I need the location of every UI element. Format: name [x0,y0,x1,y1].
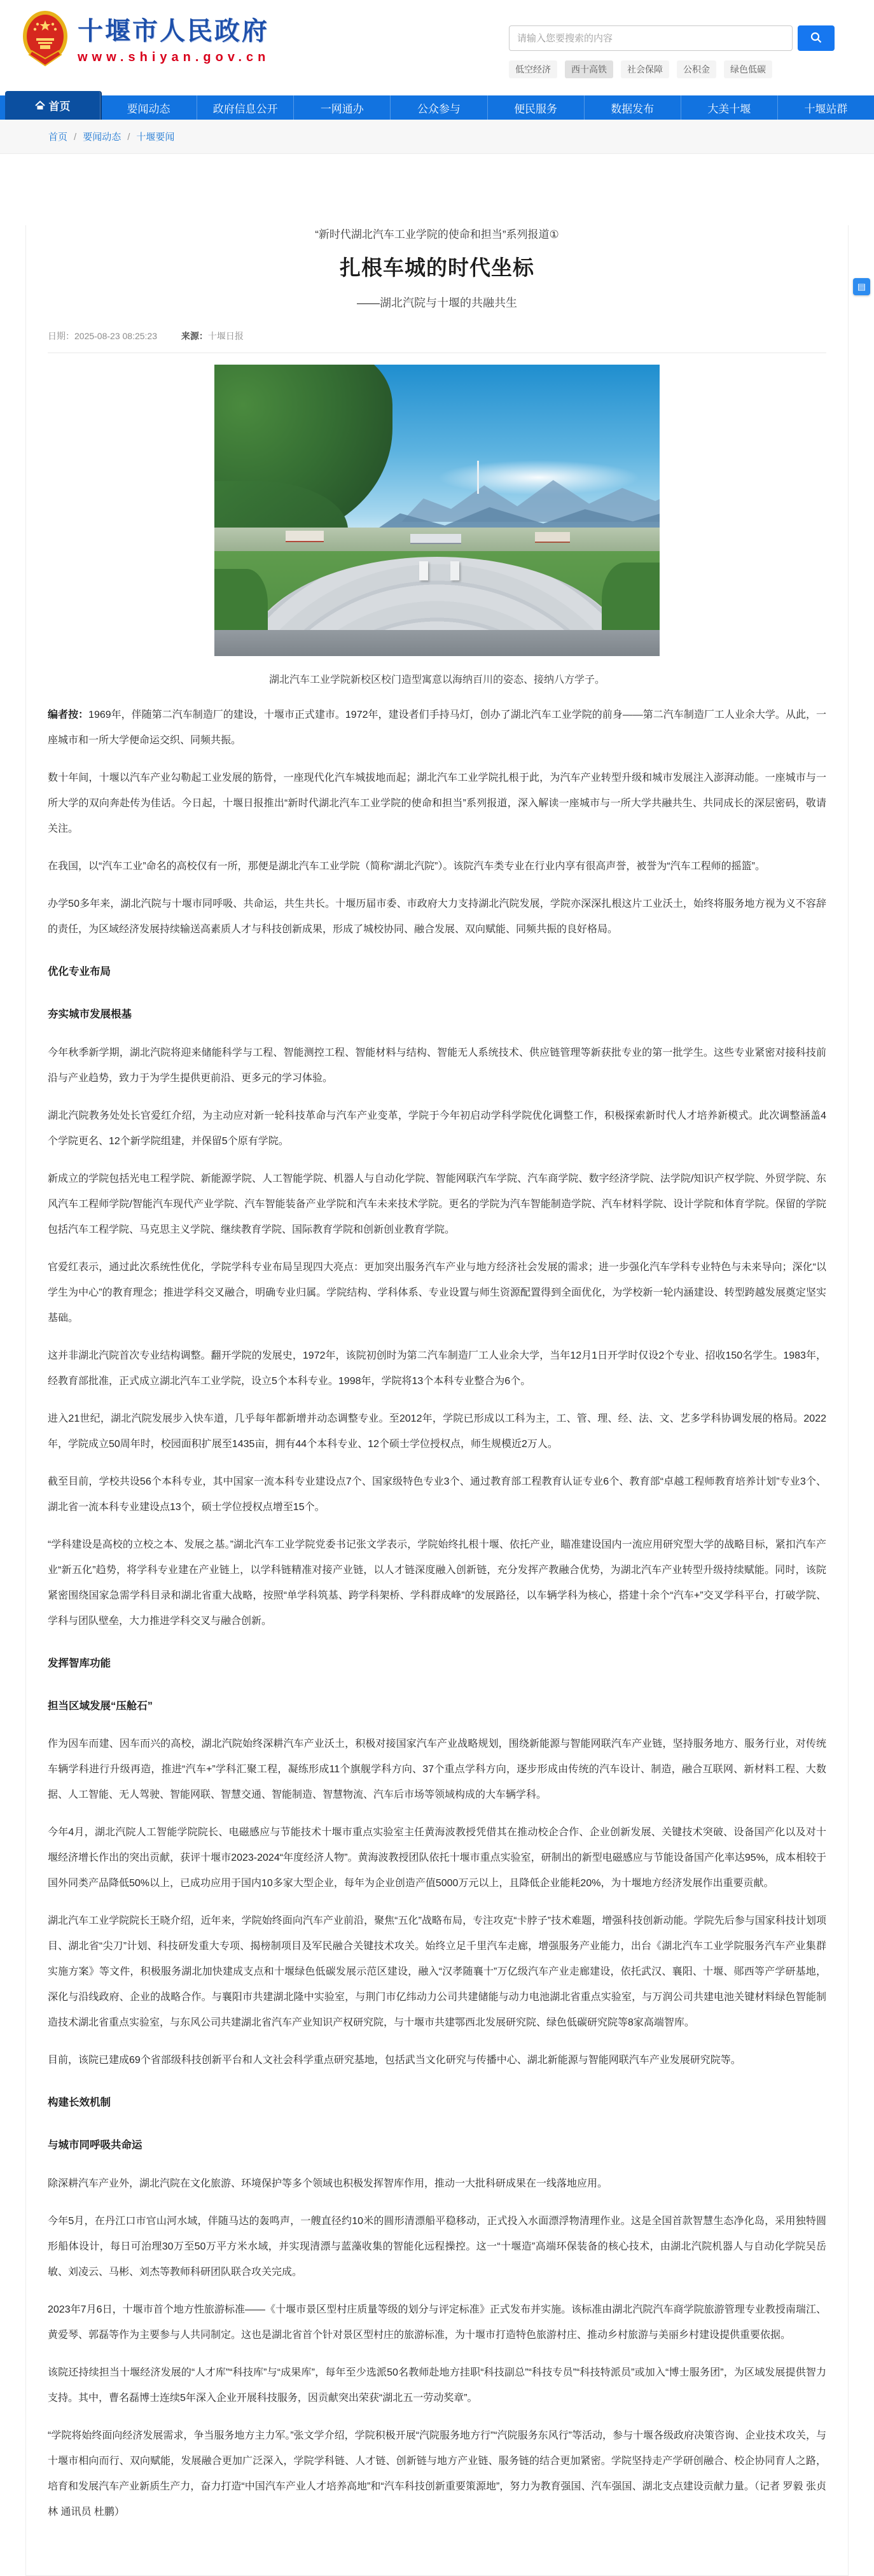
photo-caption: 湖北汽车工业学院新校区校门造型寓意以海纳百川的姿态、接纳八方学子。 [268,675,605,685]
photo-tower [477,461,479,494]
article-paragraph: 目前，该院已建成69个省部级科技创新平台和人文社会科学重点研究基地，包括武当文化研究与传播中心、湖北新能源与智能网联汽车产业发展研究院等。 [48,2055,741,2066]
breadcrumb-separator: / [74,132,77,143]
main-nav [0,95,874,120]
floating-panel-button[interactable] [853,278,870,295]
article-paragraph: 该院还持续担当十堰经济发展的“人才库”“科技库”与“成果库”，每年至少选派50名教师赴地方挂职“科技副总”“科技专员”“科技特派员”或加入“博士服务团”，为区域发展提供智力支持。其中，曹名磊博士连续5年深入企业开展科技服务，因贡献突出荣获“湖北五一劳动奖章”。 [48,2367,826,2404]
hot-word[interactable]: 西十高铁 [565,60,613,78]
site-url: www.shiyan.gov.cn [78,50,270,64]
search-area [509,10,835,78]
nav-item-label: 首页 [48,101,71,113]
nav-item-label: 政府信息公开 [212,102,278,115]
date-value: 2025-08-23 08:25:23 [74,331,157,341]
article-paragraph: 在我国，以“汽车工业”命名的高校仅有一所，那便是湖北汽车工业学院（简称“湖北汽院”）。该院汽车类专业在行业内享有很高声誉，被誉为“汽车工程师的摇篮”。 [48,861,765,872]
home-icon [35,101,45,110]
nav-item-label: 便民服务 [514,102,558,115]
site-title: 十堰市人民政府 [78,17,269,45]
breadcrumb [0,120,874,154]
photo-building [286,531,324,541]
article-paragraph: 湖北汽车工业学院院长王晓介绍，近年来，学院始终面向汽车产业前沿，聚焦“五化”战略布局，专注攻克“卡脖子”技术难题，增强科技创新动能。学院先后参与国家科技计划项目、湖北省“尖刀”计划、科技研发重大专项、揭榜制项目及军民融合关键技术攻关。始终立足千里汽车走廊，增强服务产业能力，出台《湖北汽车工业学院服务汽车产业集群实施方案》等文件，积极服务湖北加快建成支点和十堰绿色低碳发展示范区建设，融入“汉孝随襄十”万亿级汽车产业走廊建设，依托武汉、襄阳、十堰、郧西等产学研基地，深化与沿线政府、企业的战略合作。与襄阳市共建湖北隆中实验室，与荆门市亿纬动力公司共建储能与动力电池湖北省重点实验室，与万润公司共建电池关键材料绿色智能制造技术湖北省重点实验室，与东风公司共建湖北省汽车产业知识产权研究院，与十堰市共建鄂西北发展研究院、绿色低碳研究院等8家高端智库。 [48,1915,826,2028]
breadcrumb-item[interactable]: 要闻动态 [83,132,121,143]
article-paragraph: 截至目前，学校共设56个本科专业，其中国家一流本科专业建设点7个、国家级特色专业3个、通过教育部工程教育认证专业6个、教育部“卓越工程师教育培养计划”专业3个、湖北省一流本科专业建设点13个，硕士学位授权点增至15个。 [48,1476,826,1513]
article-paragraph: 官爱红表示，通过此次系统性优化，学院学科专业布局呈现四大亮点：更加突出服务汽车产业与地方经济社会发展的需求；进一步强化汽车学科专业特色与未来导向；深化“以学生为中心”的教育理念；推进学科交叉融合，明确专业归属。学院结构、学科体系、专业设置与师生资源配置得到全面优化，为学校新一轮内涵建设、转型跨越发展奠定坚实基础。 [48,1261,826,1324]
photo-building [535,532,570,542]
sub-heading: 夯实城市发展根基 [48,1009,132,1021]
article-paragraph: “学科建设是高校的立校之本、发展之基。”湖北汽车工业学院党委书记张文学表示，学院始终扎根十堰、依托产业，瞄准建设国内一流应用研究型大学的战略目标，紧扣汽车产业“新五化”趋势，将学科专业建在产业链上，以学科链精准对接产业链，以人才链深度融入创新链，充分发挥产教融合优势，为湖北汽车产业转型升级持续赋能。同时，该院紧密围绕国家急需学科目录和湖北省重大战略，按照“单学科筑基、跨学科架桥、学科群成峰”的发展路径，以车辆学科为核心，搭建十余个“汽车+”交叉学科平台，打破学院、学科与团队壁垒，大力推进学科交叉与融合创新。 [48,1539,826,1627]
section-heading: 发挥智库功能 [48,1657,111,1669]
nav-item-label: 公众参与 [417,102,461,115]
site-header [0,0,874,95]
article-paragraph: 数十年间，十堰以汽车产业勾勒起工业发展的筋骨，一座现代化汽车城拔地而起；湖北汽车工业学院扎根于此，为汽车产业转型升级和城市发展注入澎湃动能。一座城市与一所大学的双向奔赴传为佳话。今日起，十堰日报推出“新时代湖北汽车工业学院的使命和担当”系列报道，深入解读一座城市与一所大学共融共生、共同成长的深层密码，敬请关注。 [48,773,826,834]
article-paragraph: 这并非湖北汽院首次专业结构调整。翻开学院的发展史，1972年，该院初创时为第二汽车制造厂工人业余大学，当年12月1日开学时仅设2个专业、招收150名学生。1983年，经教育部批准，正式成立湖北汽车工业学院，设立5个本科专业。1998年，学院将13个本科专业整合为6个。 [48,1350,826,1387]
site-brand [22,10,270,71]
article-paragraph: 进入21世纪，湖北汽院发展步入快车道，几乎每年都新增并动态调整专业。至2012年，学院已形成以工科为主，工、管、理、经、法、文、艺多学科协调发展的格局。2022年，学院成立50周年时，校园面积扩展至1435亩，拥有44个本科专业、12个硕士学位授权点，师生规模近2万人。 [48,1413,826,1450]
nav-item-participation[interactable] [391,95,487,120]
article-paragraph: “学院将始终面向经济发展需求，争当服务地方主力军。”张文学介绍，学院积极开展“汽院服务地方行”“汽院服务东风行”等活动，参与十堰各级政府决策咨询、企业技术攻关，与十堰市相向而行、双向赋能，发展融合更加广泛深入，学院学科链、人才链、创新链与地方产业链、服务链的结合更加紧密。学院坚持走产学研创融合、校企协同育人之路，培育和发展汽车产业新质生产力，奋力打造“中国汽车产业人才培养高地”和“汽车科技创新重要策源地”，努力为教育强国、汽车强国、湖北支点建设贡献力量。（记者 罗毅 张贞林 通讯员 杜鹏） [48,2430,826,2517]
article-body [48,703,826,2525]
nav-item-label: 十堰站群 [804,102,848,115]
article-paragraph: 除深耕汽车产业外，湖北汽院在文化旅游、环境保护等多个领域也积极发挥智库作用，推动一大批科研成果在一线落地应用。 [48,2178,608,2189]
national-emblem-icon [22,10,69,71]
hot-word[interactable]: 社会保障 [621,60,669,78]
nav-item-label: 大美十堰 [707,102,751,115]
article-title: 扎根车城的时代坐标 [340,256,534,279]
breadcrumb-item[interactable]: 十堰要闻 [136,132,175,143]
nav-item-one-stop[interactable] [294,95,391,120]
panel-icon: ▤ [857,281,866,291]
article-paragraph: 办学50多年来，湖北汽院与十堰市同呼吸、共命运，共生共长。十堰历届市委、市政府大力支持湖北汽院发展，学院亦深深扎根这片工业沃土，始终将服务地方视为义不容辞的责任，为区域经济发展持续输送高素质人才与科技创新成果，形成了城校协同、融合发展、双向赋能、同频共振的良好格局。 [48,899,826,935]
nav-item-label: 要闻动态 [127,102,170,115]
photo-cloud [437,460,641,495]
hot-word[interactable]: 绿色低碳 [724,60,772,78]
hot-words [509,60,835,78]
hot-word[interactable]: 低空经济 [509,60,557,78]
breadcrumb-item[interactable]: 首页 [48,132,68,143]
nav-item-label: 数据发布 [611,102,655,115]
article-paragraph: 今年5月，在丹江口市官山河水域，伴随马达的轰鸣声，一艘直径约10米的圆形清漂船平稳移动，正式投入水面漂浮物清理作业。这是全国首款智慧生态净化岛，采用独特圆形船体设计，每日可治理30万至50万平方米水域，并实现清漂与蓝藻收集的智能化远程操控。这一“十堰造”高端环保装备的核心技术，由湖北汽院机器人与自动化学院吴岳敏、刘凌云、马彬、刘杰等教师科研团队联合攻关完成。 [48,2215,826,2278]
search-button[interactable] [798,25,835,51]
section-heading: 优化专业布局 [48,966,111,977]
breadcrumb-separator: / [127,132,130,143]
article-paragraph: 作为因车而建、因车而兴的高校，湖北汽院始终深耕汽车产业沃土，积极对接国家汽车产业战略规划，围绕新能源与智能网联汽车产业链，坚持服务地方、服务行业，对传统车辆学科进行升级再造，推进“汽车+”学科汇聚工程，凝练形成11个旗舰学科方向、37个重点学科方向，逐步形成由传统的汽车设计、制造，融合互联网、新材料工程、大数据、人工智能、无人驾驶、智能网联、智慧交通、智能制造、智慧物流、汽车后市场等领域构成的大车辆学科。 [48,1739,826,1800]
article-paragraph: 编者按：1969年，伴随第二汽车制造厂的建设，十堰市正式建市。1972年，建设者们手持马灯，创办了湖北汽车工业学院的前身——第二汽车制造厂工人业余大学。从此，一座城市和一所大学便命运交织、同频共振。 [48,710,826,746]
editor-note-label: 编者按： [48,710,89,720]
nav-item-beautiful-shiyan[interactable] [681,95,778,120]
article-photo [214,365,660,656]
article-paragraph: 今年秋季新学期，湖北汽院将迎来储能科学与工程、智能测控工程、智能材料与结构、智能无人系统技术、供应链管理等新获批专业的第一批学生。这些专业紧密对接科技前沿与产业趋势，致力于为学生提供更前沿、更多元的学习体验。 [48,1047,826,1084]
hot-word[interactable]: 公积金 [677,60,716,78]
nav-item-label: 一网通办 [320,102,364,115]
nav-item-home[interactable] [5,91,101,120]
photo-building [410,534,461,543]
nav-item-data-release[interactable] [585,95,681,120]
sub-heading: 与城市同呼吸共命运 [48,2139,142,2152]
section-heading: 构建长效机制 [48,2097,111,2108]
date-label: 日期： [48,331,74,341]
article-paragraph: 今年4月，湖北汽院人工智能学院院长、电磁感应与节能技术十堰市重点实验室主任黄海波教授凭借其在推动校企合作、企业创新发展、关键技术突破、设备国产化以及对十堰经济增长作出的突出贡献，获评十堰市2023-2024“年度经济人物”。黄海波教授团队依托十堰市重点实验室，研制出的新型电磁感应与节能设备国产化率达95%，成本相较于国外同类产品降低50%以上，已成功应用于国内10多家大型企业，每年为企业创造产值5000万元以上，且降低企业能耗20%，为十堰地方经济发展作出重要贡献。 [48,1827,826,1889]
photo-gate-pillar [419,561,428,580]
sub-heading: 担当区域发展“压舱石” [48,1700,153,1712]
article-container [25,225,849,2576]
nav-item-site-group[interactable] [778,95,874,120]
source-value: 十堰日报 [207,331,244,341]
nav-item-news[interactable] [101,95,197,120]
photo-road [214,630,660,656]
article-supertitle: “新时代湖北汽车工业学院的使命和担当”系列报道① [315,228,559,241]
search-input[interactable] [509,25,793,51]
nav-item-gov-info[interactable] [197,95,294,120]
nav-item-convenience[interactable] [488,95,585,120]
article-meta [48,330,826,353]
article-paragraph: 新成立的学院包括光电工程学院、新能源学院、人工智能学院、机器人与自动化学院、智能网联汽车学院、汽车商学院、数字经济学院、法学院/知识产权学院、外贸学院、东风汽车工程师学院/智能汽车现代产业学院、汽车智能装备产业学院和汽车未来技术学院。更名的学院为汽车智能制造学院、汽车材料学院、设计学院和体育学院。保留的学院包括汽车工程学院、马克思主义学院、继续教育学院、国际教育学院和创新创业教育学院。 [48,1173,826,1235]
article-subtitle: ——湖北汽院与十堰的共融共生 [357,297,517,309]
article-paragraph: 2023年7月6日，十堰市首个地方性旅游标准——《十堰市景区型村庄质量等级的划分与评定标准》正式发布并实施。该标准由湖北汽院汽车商学院旅游管理专业教授南瑞江、黄爱琴、郭磊等作为主要参与人共同制定。这也是湖北省首个针对景区型村庄的旅游标准，为十堰市打造特色旅游村庄、推动乡村旅游与美丽乡村建设提供重要依据。 [48,2304,826,2341]
source-label: 来源： [181,331,208,341]
article-paragraph: 湖北汽院教务处处长官爱红介绍，为主动应对新一轮科技革命与汽车产业变革，学院于今年初启动学科学院优化调整工作，积极探索新时代人才培养新模式。此次调整涵盖4个学院更名、12个新学院组建，并保留5个原有学院。 [48,1110,826,1147]
search-icon [810,31,822,46]
photo-gate-pillar [450,561,459,580]
